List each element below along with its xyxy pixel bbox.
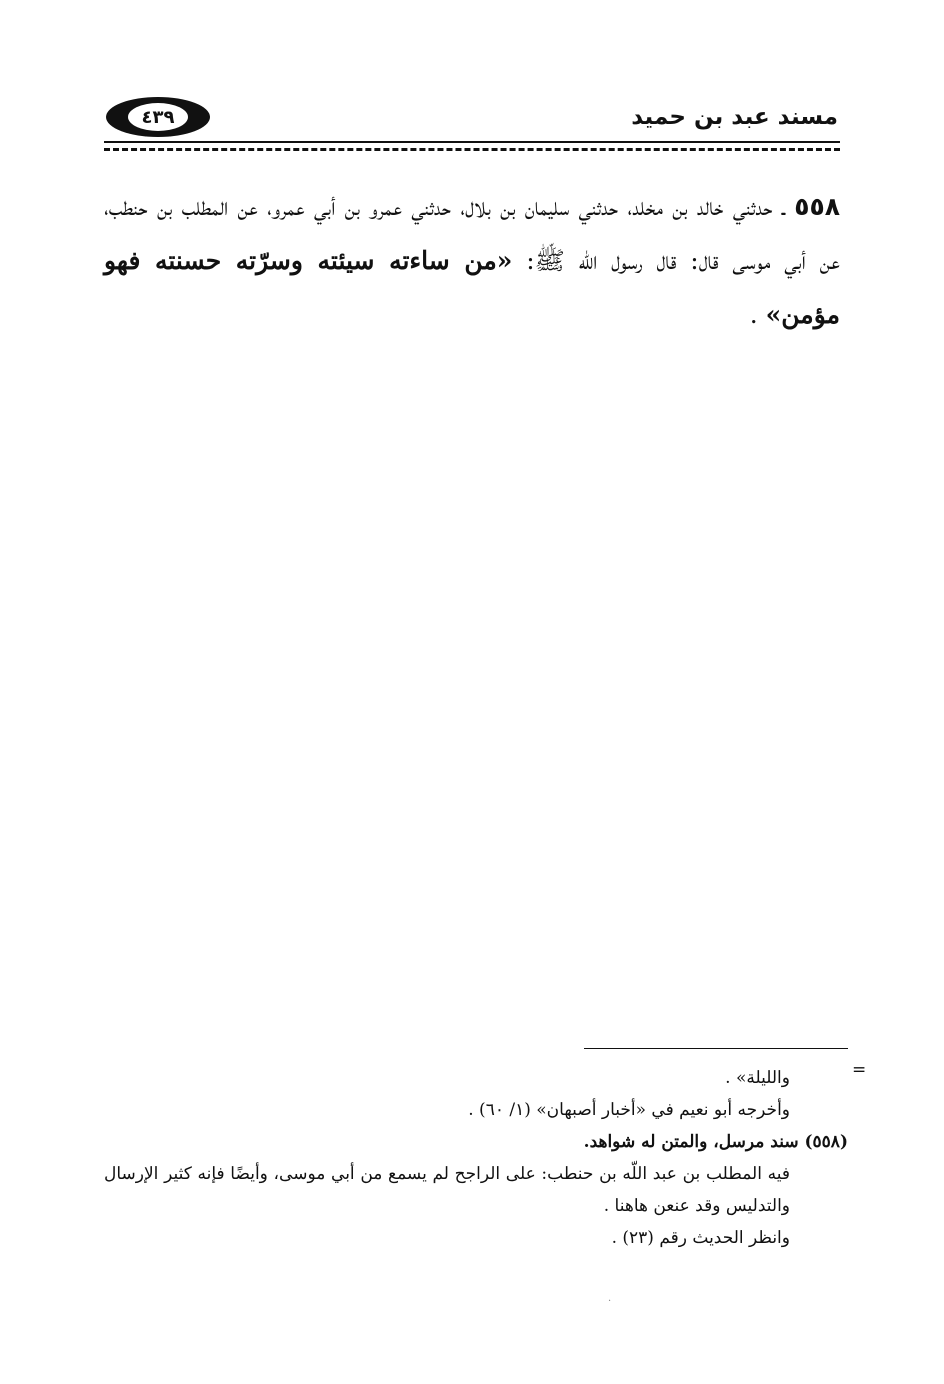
hadith-number: ٥٥٨ [794, 192, 840, 221]
footnotes [104, 1062, 848, 1254]
hadith-dash: ـ [781, 192, 785, 221]
hadith-matn: «من ساءته سيئته وسرّته حسنته فهو مؤمن» [104, 246, 840, 329]
footnote-heading: (٥٥٨) سند مرسل، والمتن له شواهد. [583, 1132, 848, 1152]
header-dashed-rule [104, 148, 840, 151]
page-speck: · [608, 1296, 612, 1307]
running-header-title: مسند عبد بن حميد [631, 104, 838, 130]
header-rule [104, 141, 840, 143]
footnote-continuation-mark: = [852, 1060, 867, 1080]
footnote-separator [584, 1048, 848, 1049]
footnote-takhrij: وأخرجه أبو نعيم في «أخبار أصبهان» (١/ ٦٠) . [468, 1100, 790, 1120]
hadith-end: . [749, 300, 766, 329]
hadith-text [104, 180, 840, 342]
footnote-see-also: وانظر الحديث رقم (٢٣) . [611, 1228, 790, 1248]
page-number: ٤٣٩ [128, 103, 188, 131]
footnote-continuation: والليلة» . [725, 1068, 790, 1088]
hadith-isnad: حدثني خالد بن مخلد، حدثني سليمان بن بلال، حدثني عمرو بن أبي عمرو، عن المطلب بن حنطب، عن أبي موسى قال: قال رسول اللّه ﷺ: [104, 192, 840, 275]
page-number-badge [106, 97, 210, 137]
footnote-comment: فيه المطلب بن عبد اللّه بن حنطب: على الراجح لم يسمع من أبي موسى، وأيضًا فإنه كثير الإرسال والتدليس وقد عنعن هاهنا . [104, 1164, 790, 1216]
